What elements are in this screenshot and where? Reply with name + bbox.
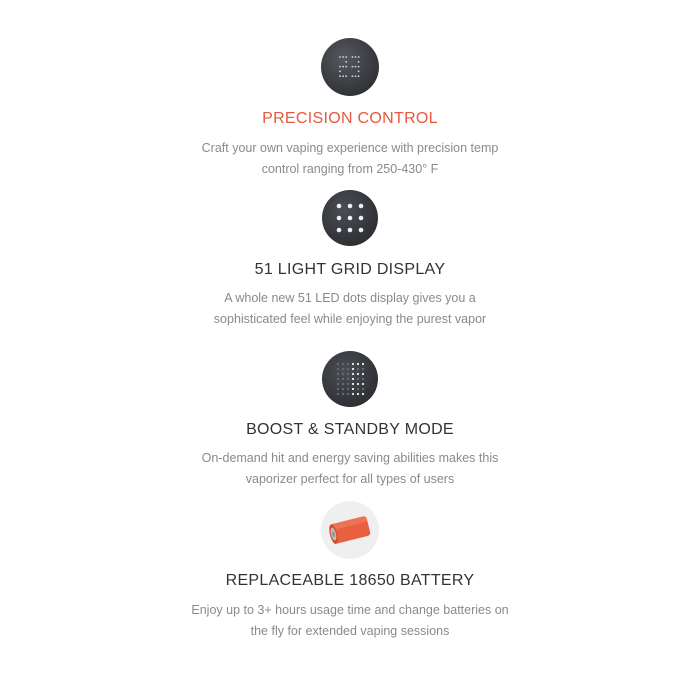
feature-description: Craft your own vaping experience with precision temp control ranging from 250-430° F	[201, 141, 499, 176]
feature-description: Enjoy up to 3+ hours usage time and change batteries on the fly for extended vaping sessions	[191, 603, 509, 638]
feature-title: REPLACEABLE 18650 BATTERY	[225, 572, 475, 589]
feature-title: BOOST & STANDBY MODE	[246, 421, 454, 438]
feature-title: 51 LIGHT GRID DISPLAY	[254, 261, 446, 278]
feature-title: PRECISION CONTROL	[262, 110, 438, 127]
feature-description: On-demand hit and energy saving abilities makes this vaporizer perfect for all types of users	[201, 451, 499, 486]
battery-icon	[320, 500, 380, 560]
feature-description: A whole new 51 LED dots display gives you a sophisticated feel while enjoying the purest vapor	[213, 291, 487, 326]
